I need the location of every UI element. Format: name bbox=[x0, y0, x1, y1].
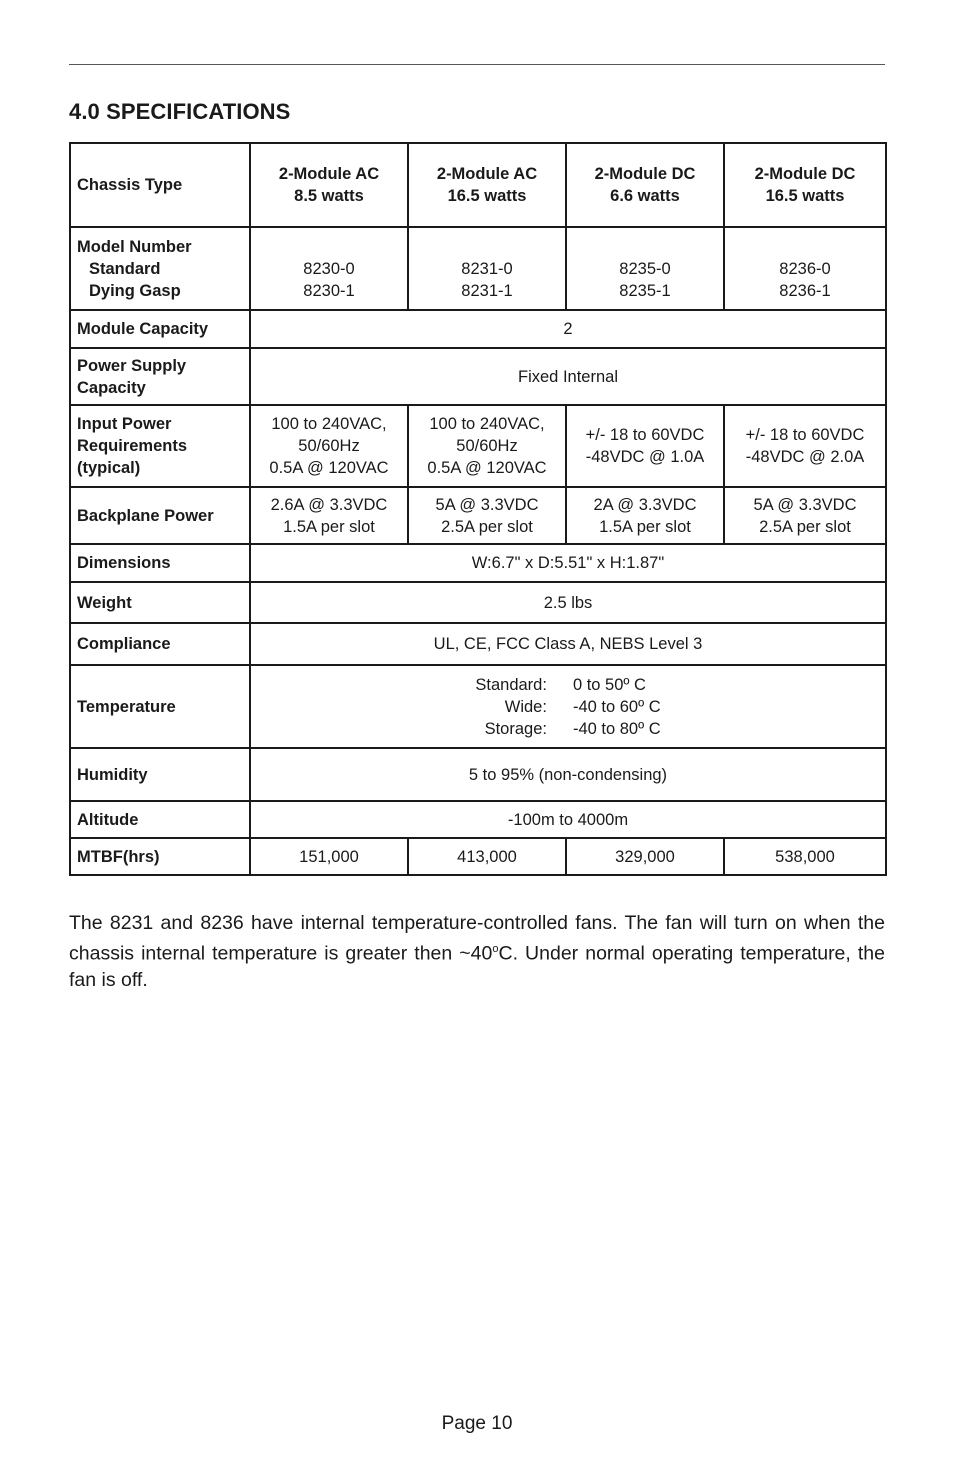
label-chassis-type: Chassis Type bbox=[70, 143, 250, 227]
page-number: Page 10 bbox=[441, 1413, 513, 1434]
fan-note: The 8231 and 8236 have internal temperature-controlled fans. The fan will turn on when the chassis internal temperature is greater then ~40$^o$C. Under normal operating temperature, the fan is off. bbox=[69, 912, 885, 991]
label-model-number: Model Number Standard Dying Gasp bbox=[70, 227, 250, 310]
input-col-4: +/- 18 to 60VDC -48VDC @ 2.0A bbox=[724, 405, 886, 487]
label-mtbf: MTBF(hrs) bbox=[70, 838, 250, 875]
input-col-2: 100 to 240VAC, 50/60Hz 0.5A @ 120VAC bbox=[408, 405, 566, 487]
value-weight: 2.5 lbs bbox=[250, 582, 886, 623]
model-col-2: 8231-0 8231-1 bbox=[408, 227, 566, 310]
label-input-power: Input Power Requirements (typical) bbox=[70, 405, 250, 487]
row-backplane-power bbox=[70, 487, 886, 544]
row-chassis-type bbox=[70, 143, 886, 227]
mtbf-col-1: 151,000 bbox=[250, 838, 408, 875]
row-temperature bbox=[70, 665, 886, 748]
chassis-col-1: 2-Module AC 8.5 watts bbox=[250, 143, 408, 227]
model-col-1: 8230-0 8230-1 bbox=[250, 227, 408, 310]
value-temperature bbox=[250, 665, 886, 748]
row-altitude bbox=[70, 801, 886, 838]
label-weight: Weight bbox=[70, 582, 250, 623]
value-dimensions: W:6.7" x D:5.51" x H:1.87" bbox=[250, 544, 886, 582]
row-humidity bbox=[70, 748, 886, 801]
chassis-col-4: 2-Module DC 16.5 watts bbox=[724, 143, 886, 227]
label-dimensions: Dimensions bbox=[70, 544, 250, 582]
value-compliance: UL, CE, FCC Class A, NEBS Level 3 bbox=[250, 623, 886, 665]
temperature-ranges: Standard: 0 to 50º C Wide: -40 to 60º C Storage: -40 to 80º C bbox=[475, 675, 661, 738]
backplane-col-3: 2A @ 3.3VDC 1.5A per slot bbox=[566, 487, 724, 544]
label-module-capacity: Module Capacity bbox=[70, 310, 250, 348]
label-temperature: Temperature bbox=[70, 665, 250, 748]
label-power-supply: Power Supply Capacity bbox=[70, 348, 250, 405]
chassis-col-3: 2-Module DC 6.6 watts bbox=[566, 143, 724, 227]
backplane-col-4: 5A @ 3.3VDC 2.5A per slot bbox=[724, 487, 886, 544]
value-module-capacity: 2 bbox=[250, 310, 886, 348]
specifications-table bbox=[69, 142, 887, 876]
mtbf-col-3: 329,000 bbox=[566, 838, 724, 875]
row-dimensions bbox=[70, 544, 886, 582]
value-humidity: 5 to 95% (non-condensing) bbox=[250, 748, 886, 801]
mtbf-col-2: 413,000 bbox=[408, 838, 566, 875]
label-compliance: Compliance bbox=[70, 623, 250, 665]
model-col-4: 8236-0 8236-1 bbox=[724, 227, 886, 310]
row-power-supply bbox=[70, 348, 886, 405]
row-weight bbox=[70, 582, 886, 623]
row-module-capacity bbox=[70, 310, 886, 348]
backplane-col-1: 2.6A @ 3.3VDC 1.5A per slot bbox=[250, 487, 408, 544]
input-col-3: +/- 18 to 60VDC -48VDC @ 1.0A bbox=[566, 405, 724, 487]
value-altitude: -100m to 4000m bbox=[250, 801, 886, 838]
chassis-col-2: 2-Module AC 16.5 watts bbox=[408, 143, 566, 227]
label-altitude: Altitude bbox=[70, 801, 250, 838]
label-backplane-power: Backplane Power bbox=[70, 487, 250, 544]
label-humidity: Humidity bbox=[70, 748, 250, 801]
row-model-number bbox=[70, 227, 886, 310]
header-rule bbox=[69, 64, 885, 65]
row-input-power bbox=[70, 405, 886, 487]
value-power-supply: Fixed Internal bbox=[250, 348, 886, 405]
mtbf-col-4: 538,000 bbox=[724, 838, 886, 875]
section-title: 4.0 SPECIFICATIONS bbox=[69, 99, 291, 124]
row-mtbf bbox=[70, 838, 886, 875]
row-compliance bbox=[70, 623, 886, 665]
model-col-3: 8235-0 8235-1 bbox=[566, 227, 724, 310]
backplane-col-2: 5A @ 3.3VDC 2.5A per slot bbox=[408, 487, 566, 544]
input-col-1: 100 to 240VAC, 50/60Hz 0.5A @ 120VAC bbox=[250, 405, 408, 487]
